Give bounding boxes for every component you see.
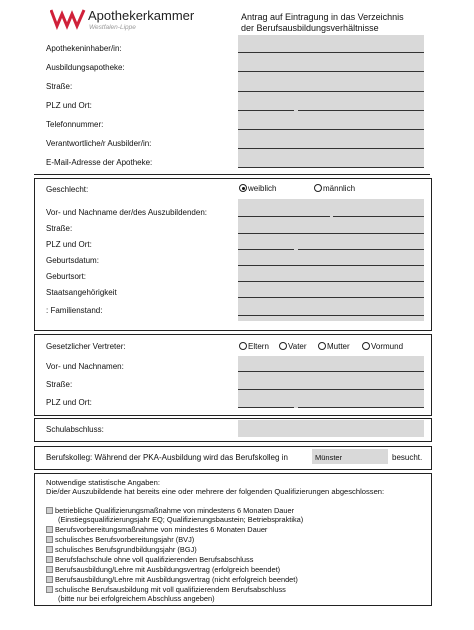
org-sub: Westfalen-Lippe [89, 24, 136, 31]
guardian-city-field[interactable] [298, 401, 424, 408]
guardian-zip-city-label: PLZ und Ort: [46, 398, 92, 407]
guardian-name-label: Vor- und Nachnamen: [46, 362, 124, 371]
radio-mother[interactable] [318, 342, 326, 350]
trainee-firstname-field[interactable] [238, 210, 330, 217]
training-pharmacy-label: Ausbildungsapotheke: [46, 63, 125, 72]
guardian-option-guardian[interactable] [362, 342, 403, 351]
phone-field[interactable] [238, 123, 424, 130]
qualification-item[interactable] [46, 585, 286, 594]
form-title-line2: der Berufsausbildungsverhältnisse [241, 23, 379, 33]
pharmacy-city-field[interactable] [298, 104, 424, 111]
school-field[interactable] [238, 420, 424, 437]
guardian-name-field[interactable] [238, 365, 424, 372]
checkbox-qualification-5[interactable] [46, 556, 53, 563]
qualification-item[interactable] [46, 545, 197, 554]
logo-mark-icon [50, 8, 86, 30]
birthplace-field[interactable] [238, 275, 424, 282]
trainee-street-label: Straße: [46, 224, 73, 233]
trainee-zip-field[interactable] [238, 243, 294, 250]
gender-female-option[interactable] [239, 184, 276, 193]
school-label: Schulabschluss: [46, 425, 104, 434]
pharmacy-zip-field[interactable] [238, 104, 294, 111]
radio-father[interactable] [279, 342, 287, 350]
qualification-label: Berufsausbildung/Lehre mit Ausbildungsvertrag (erfolgreich beendet) [55, 565, 281, 574]
gender-male-option[interactable] [314, 184, 355, 193]
qualification-item[interactable] [46, 555, 253, 564]
guardian-label: Gesetzlicher Vertreter: [46, 342, 126, 351]
pharmacy-street-field[interactable] [238, 85, 424, 92]
qualification-sub-label: (bitte nur bei erfolgreichem Abschluss angeben) [58, 594, 215, 603]
father-label: Vater [288, 342, 307, 351]
marital-field[interactable] [238, 309, 424, 316]
birthdate-label: Geburtsdatum: [46, 256, 99, 265]
stats-heading1: Notwendige statistische Angaben: [46, 478, 160, 487]
guardian-street-field[interactable] [238, 383, 424, 390]
parents-label: Eltern [248, 342, 269, 351]
pharmacy-street-label: Straße: [46, 82, 73, 91]
female-label: weiblich [248, 184, 277, 193]
checkbox-qualification-3[interactable] [46, 536, 53, 543]
trainee-zip-city-label: PLZ und Ort: [46, 240, 92, 249]
birthplace-label: Geburtsort: [46, 272, 87, 281]
college-suffix: besucht. [392, 453, 423, 462]
checkbox-qualification-4[interactable] [46, 546, 53, 553]
radio-parents[interactable] [239, 342, 247, 350]
owner-label: Apothekeninhaber/in: [46, 44, 122, 53]
guardian-zip-field[interactable] [238, 401, 294, 408]
trainee-street-field[interactable] [238, 227, 424, 234]
qualification-item[interactable] [46, 575, 298, 584]
legal-guardian-label: Vormund [371, 342, 404, 351]
nationality-field[interactable] [238, 291, 424, 298]
training-pharmacy-field[interactable] [238, 65, 424, 72]
guardian-option-parents[interactable] [239, 342, 269, 351]
qualification-item[interactable] [46, 506, 294, 515]
qualification-item[interactable] [46, 525, 267, 534]
org-name: Apothekerkammer [88, 8, 195, 23]
radio-male[interactable] [314, 184, 322, 192]
qualification-item[interactable] [46, 535, 194, 544]
birthdate-field[interactable] [238, 259, 424, 266]
email-field[interactable] [238, 161, 424, 168]
checkbox-qualification-6[interactable] [46, 566, 53, 573]
qualification-label: schulisches Berufsvorbereitungsjahr (BVJ) [55, 535, 195, 544]
checkbox-qualification-2[interactable] [46, 526, 53, 533]
qualification-sub-label: (Einstiegsqualifizierungsjahr EQ; Qualifizierungsbaustein; Betriebspraktika) [58, 515, 304, 524]
checkbox-qualification-1[interactable] [46, 507, 53, 514]
form-title-line1: Antrag auf Eintragung in das Verzeichnis [241, 12, 404, 22]
qualification-item-sub [58, 515, 303, 524]
qualification-label: betriebliche Qualifizierungsmaßnahme von mindestens 6 Monaten Dauer [55, 506, 295, 515]
guardian-option-father[interactable] [279, 342, 307, 351]
owner-field[interactable] [238, 46, 424, 53]
qualification-item[interactable] [46, 565, 280, 574]
trainee-city-field[interactable] [298, 243, 424, 250]
trainer-label: Verantwortliche/r Ausbilder/in: [46, 139, 152, 148]
male-label: männlich [323, 184, 356, 193]
radio-female[interactable] [239, 184, 247, 192]
phone-label: Telefonnummer: [46, 120, 104, 129]
gender-label: Geschlecht: [46, 185, 89, 194]
radio-legal-guardian[interactable] [362, 342, 370, 350]
trainee-lastname-field[interactable] [333, 210, 424, 217]
logo [50, 8, 86, 30]
guardian-street-label: Straße: [46, 380, 73, 389]
trainee-name-label: Vor- und Nachname der/des Auszubildenden: [46, 208, 207, 217]
college-value: Münster [315, 453, 343, 462]
college-text: Berufskolleg: Während der PKA-Ausbildung wird das Berufskolleg in [46, 453, 288, 462]
email-label: E-Mail-Adresse der Apotheke: [46, 158, 153, 167]
mother-label: Mutter [327, 342, 350, 351]
qualification-label: Berufsvorbereitungsmaßnahme von mindestes 6 Monaten Dauer [55, 525, 268, 534]
pharmacy-zip-city-label: PLZ und Ort: [46, 101, 92, 110]
checkbox-qualification-7[interactable] [46, 576, 53, 583]
guardian-option-mother[interactable] [318, 342, 350, 351]
stats-heading2: Die/der Auszubildende hat bereits eine oder mehrere der folgenden Qualifizierungen abgeschlossen: [46, 487, 385, 496]
qualification-label: schulisches Berufsgrundbildungsjahr (BGJ) [55, 545, 197, 554]
nationality-label: Staatsangehörigkeit [46, 288, 117, 297]
qualification-label: schulische Berufsausbildung mit voll qualifizierendem Berufsabschluss [55, 585, 286, 594]
qualification-item-sub [58, 594, 215, 603]
qualification-label: Berufsausbildung/Lehre mit Ausbildungsvertrag (nicht erfolgreich beendet) [55, 575, 298, 584]
checkbox-qualification-8[interactable] [46, 586, 53, 593]
qualification-label: Berufsfachschule ohne voll qualifizierenden Berufsabschluss [55, 555, 254, 564]
trainer-field[interactable] [238, 142, 424, 149]
marital-label: : Familienstand: [46, 306, 103, 315]
